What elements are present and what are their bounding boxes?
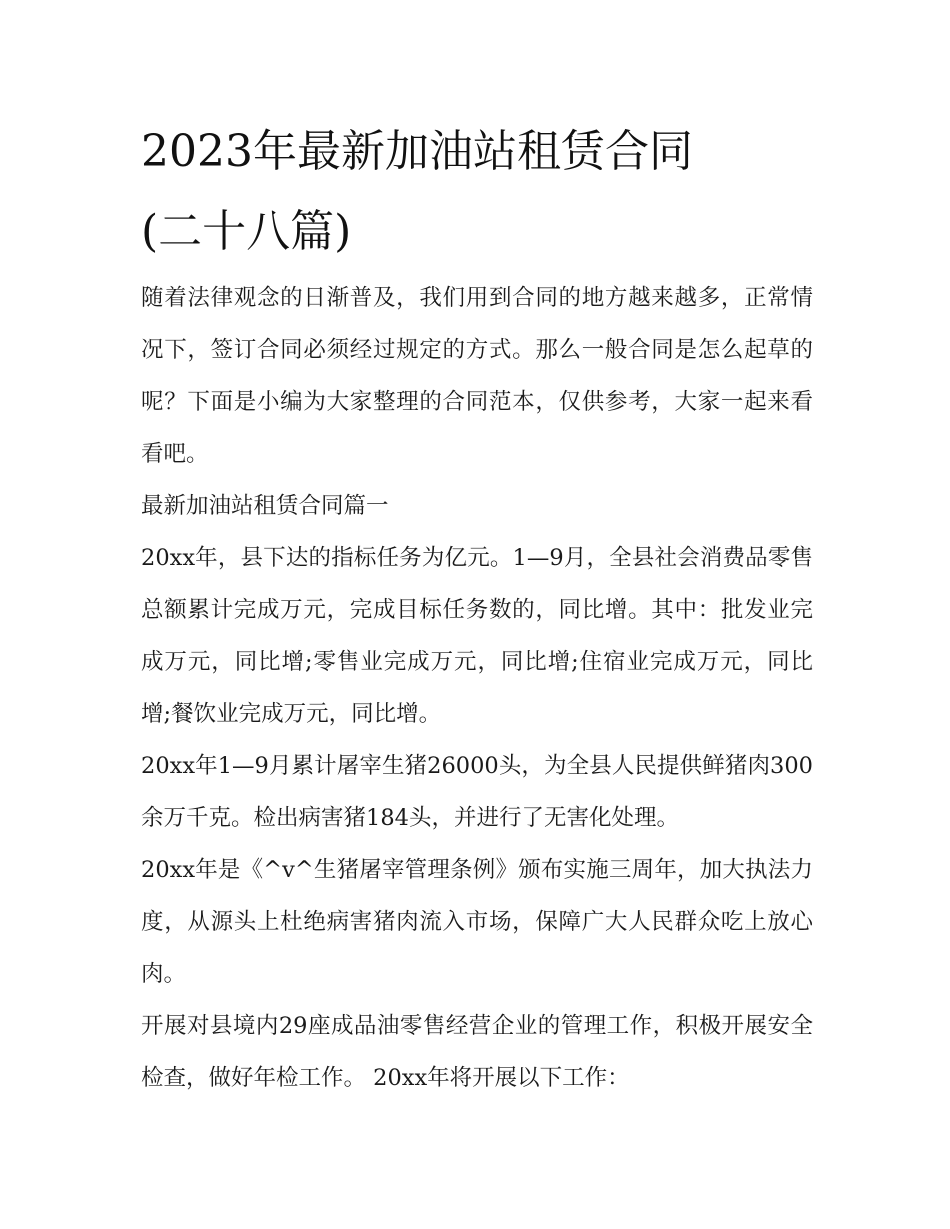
body-paragraph: 20xx年是《^v^生猪屠宰管理条例》颁布实施三周年，加大执法力度，从源头上杜绝病害猪肉流入市场，保障广大人民群众吃上放心肉。 — [141, 857, 813, 987]
body-paragraph: 20xx年1—9月累计屠宰生猪26000头，为全县人民提供鲜猪肉300余万千克。检出病害猪184头，并进行了无害化处理。 — [141, 753, 813, 831]
title-line-2: (二十八篇) — [141, 206, 352, 257]
title-line-1: 2023年最新加油站租赁合同 — [141, 126, 693, 177]
body-paragraph: 开展对县境内29座成品油零售经营企业的管理工作，积极开展安全检查，做好年检工作。 20xx年将开展以下工作： — [141, 1013, 813, 1091]
section-heading: 最新加油站租赁合同篇一 — [141, 493, 389, 519]
document-title — [141, 112, 821, 272]
body-paragraph: 20xx年，县下达的指标任务为亿元。1—9月，全县社会消费品零售总额累计完成万元，完成目标任务数的，同比增。其中：批发业完成万元，同比增;零售业完成万元，同比增;住宿业完成万元，同比增;餐饮业完成万元，同比增。 — [141, 545, 813, 727]
intro-paragraph: 随着法律观念的日渐普及，我们用到合同的地方越来越多，正常情况下，签订合同必须经过规定的方式。那么一般合同是怎么起草的呢？下面是小编为大家整理的合同范本，仅供参考，大家一起来看看吧。 — [141, 285, 813, 467]
document-body — [141, 272, 813, 1104]
